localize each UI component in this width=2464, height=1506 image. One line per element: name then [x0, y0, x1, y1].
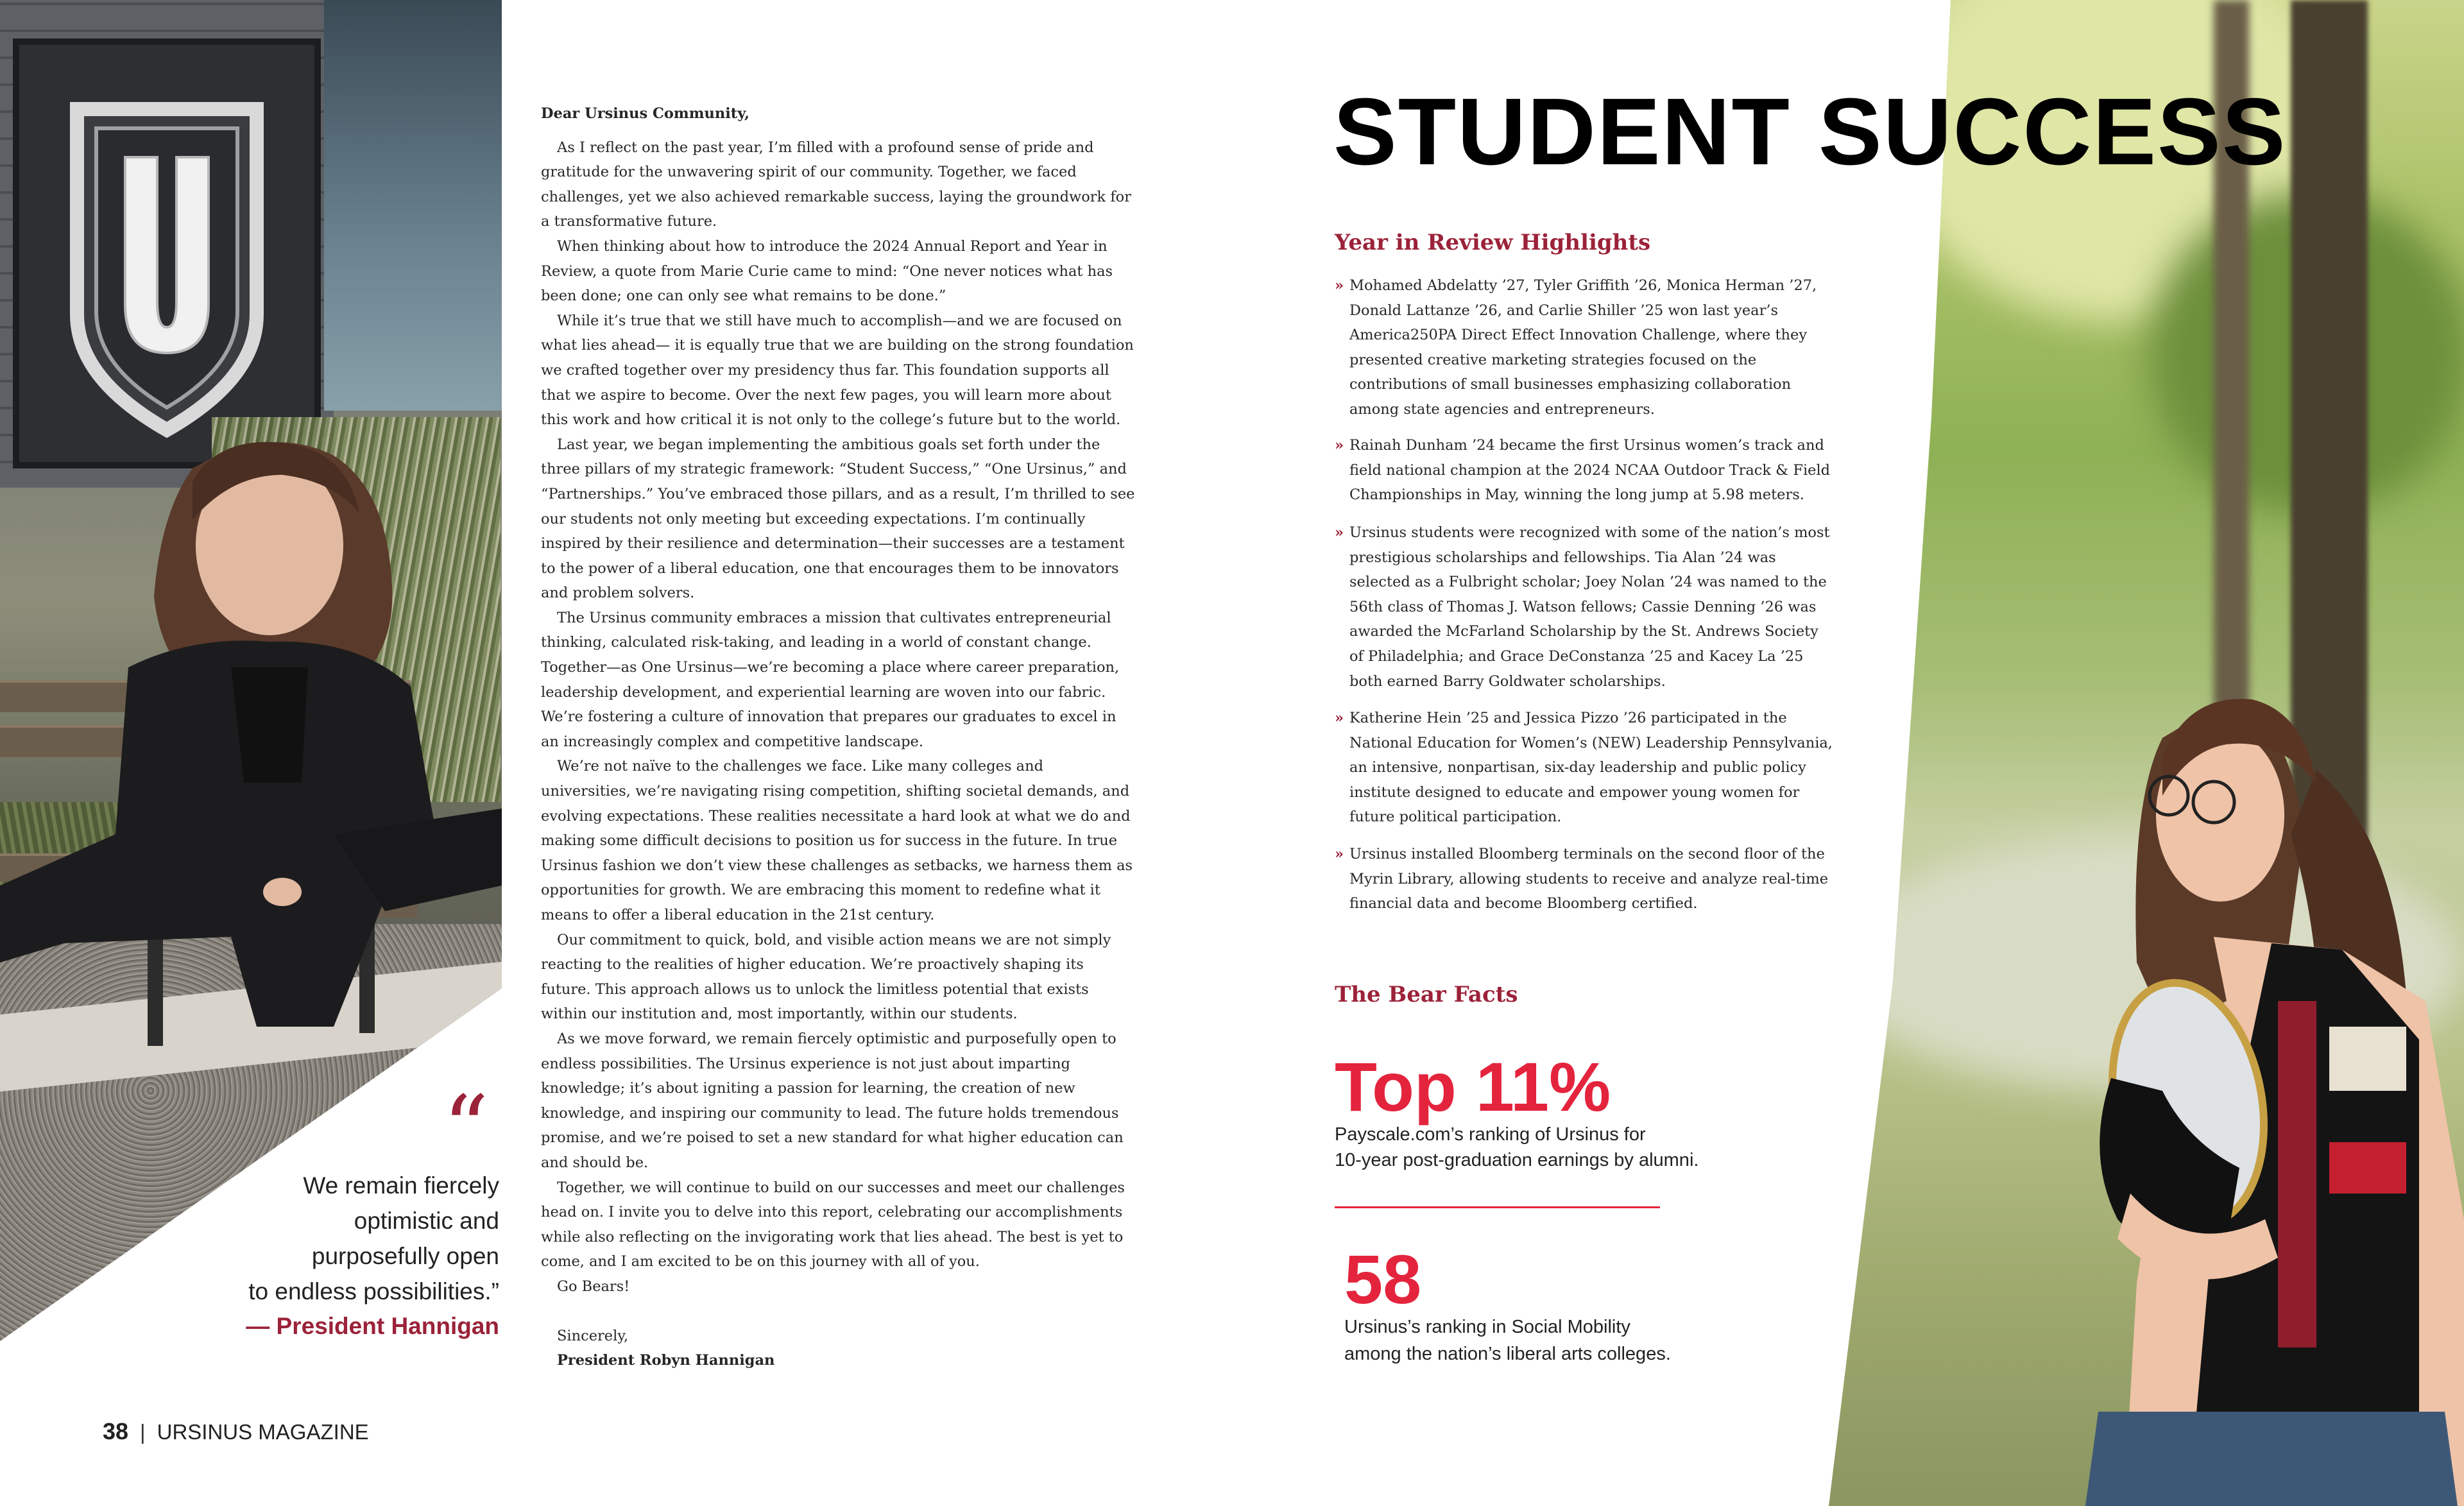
- letter-paragraph: Last year, we began implementing the ambitious goals set forth under the three pillars of my strategic framework: “Student Success,” “One Ursinus,” and “Partnerships.” You’ve embraced those pillars, and as a result, I’m thrilled to see our students not only meeting but exceeding expectations. I’m continually inspired by their resilience and determination—their successes are a testament to the power of a liberal education, one that encourages them to be innovators and problem solvers.: [541, 436, 1135, 602]
- chevron-bullet-icon: »: [1335, 277, 1344, 294]
- highlight-item: [1335, 433, 1835, 508]
- letter-paragraph: Our commitment to quick, bold, and visible action means we are not simply reacting to the realities of higher education. We’re proactively shaping its future. This approach allows us to unlock the limitless potential that exists within our institution and, most importantly, within our students.: [541, 931, 1111, 1023]
- letter-paragraph: Together, we will continue to build on our successes and meet our challenges head on. I invite you to delve into this report, celebrating our accomplishments while also reflecting on the invigorating work that lies ahead. The best is yet to come, and I am excited to be on this journey with all of you.: [541, 1179, 1125, 1271]
- fact-description: Ursinus’s ranking in Social Mobility: [1344, 1317, 1630, 1337]
- chevron-bullet-icon: »: [1335, 846, 1344, 862]
- chevron-bullet-icon: »: [1335, 524, 1344, 541]
- pull-quote-line: We remain fiercely: [303, 1172, 499, 1199]
- chevron-bullet-icon: »: [1335, 437, 1344, 454]
- chevron-bullet-icon: »: [1335, 710, 1344, 726]
- letter-closing: Sincerely,: [557, 1327, 629, 1344]
- highlight-text: Ursinus students were recognized with some of the nation’s most prestigious scholarships and fellowships. Tia Alan ’24 was selected as a Fulbright scholar; Joey Nolan ’24 was named to the 56th class of Thomas J. Watson fellows; Cassie Denning ’26 was awarded the McFarland Scholarship by the St. Andrews Society of Philadelphia; and Grace DeConstanza ’25 and Kacey La ’25 both earned Barry Goldwater scholarships.: [1349, 524, 1830, 690]
- letter-paragraph: As we move forward, we remain fiercely optimistic and purposefully open to endless possibilities. The Ursinus experience is not just about imparting knowledge; it’s about igniting a passion for learning, the creation of new knowledge, and inspiring our community to lead. The future holds tremendous promise, and we’re poised to set a new standard for what higher education can and should be.: [541, 1030, 1124, 1171]
- fact-value: 58: [1344, 1240, 1422, 1318]
- president-letter: [541, 101, 1138, 1373]
- fact-description: Payscale.com’s ranking of Ursinus for: [1335, 1124, 1646, 1145]
- page-number: 38: [103, 1418, 129, 1444]
- letter-paragraph: Go Bears!: [557, 1278, 630, 1295]
- highlight-text: Ursinus installed Bloomberg terminals on the second floor of the Myrin Library, allowing students to receive and analyze real-time financial data and become Bloomberg certified.: [1349, 846, 1829, 912]
- highlight-item: [1335, 520, 1835, 694]
- publication-name: URSINUS MAGAZINE: [157, 1420, 369, 1444]
- letter-paragraph: As I reflect on the past year, I’m filled with a profound sense of pride and gratitude for the unwavering spirit of our community. Together, we faced challenges, yet we also achieved remarkable success, laying the groundwork for a transformative future.: [541, 139, 1131, 230]
- president-figure: [0, 385, 502, 1091]
- fact-description: 10-year post-graduation earnings by alumni.: [1335, 1150, 1699, 1170]
- pull-quote-line: to endless possibilities.”: [248, 1278, 499, 1305]
- quote-mark: “: [443, 1077, 489, 1181]
- fact-description: among the nation’s liberal arts colleges.: [1344, 1344, 1671, 1364]
- letter-signature: President Robyn Hannigan: [557, 1352, 775, 1369]
- student-photo: [1829, 0, 2464, 1506]
- student-figure: [1829, 0, 2464, 1506]
- highlight-item: [1335, 273, 1835, 422]
- letter-paragraph: While it’s true that we still have much to accomplish—and we are focused on what lies ahead— it is equally true that we are building on the strong foundation we crafted together over my presidency thus far. This foundation supports all that we aspire to become. Over the next few pages, you will learn more about this work and how critical it is not only to the college’s future but to the world.: [541, 312, 1134, 429]
- pull-quote-line: optimistic and: [354, 1208, 499, 1234]
- building-window: [324, 0, 502, 411]
- highlight-text: Katherine Hein ’25 and Jessica Pizzo ’26 participated in the National Education for Women’s (NEW) Leadership Pennsylvania, an intensive, nonpartisan, six-day leadership and public policy institute designed to educate and empower young women for future political participation.: [1349, 710, 1833, 826]
- letter-paragraph: The Ursinus community embraces a mission that cultivates entrepreneurial thinking, calculated risk-taking, and leading in a world of constant change. Together—as One Ursinus—we’re becoming a place where career preparation, leadership development, and experiential learning are woven into our fabric. We’re fostering a culture of innovation that prepares our graduates to excel in an increasingly complex and competitive landscape.: [541, 609, 1120, 750]
- page-footer: [103, 1418, 369, 1445]
- footer-separator: |: [140, 1420, 146, 1444]
- highlight-item: [1335, 842, 1835, 916]
- highlights-heading: Year in Review Highlights: [1335, 230, 1651, 255]
- page-title: STUDENT SUCCESS: [1333, 79, 2287, 185]
- highlight-item: [1335, 706, 1835, 830]
- facts-heading: The Bear Facts: [1335, 982, 1518, 1007]
- president-photo: [0, 0, 502, 1341]
- letter-greeting: Dear Ursinus Community,: [541, 105, 749, 122]
- fact-divider: [1335, 1206, 1660, 1208]
- highlight-text: Rainah Dunham ’24 became the first Ursinus women’s track and field national champion at the 2024 NCAA Outdoor Track & Field Championships in May, winning the long jump at 5.98 meters.: [1349, 437, 1831, 504]
- highlight-text: Mohamed Abdelatty ’27, Tyler Griffith ’26, Monica Herman ’27, Donald Lattanze ’26, and Carlie Shiller ’25 won last year’s America250PA Direct Effect Innovation Challenge, where they presented creative marketing strategies focused on the contributions of small businesses emphasizing collaboration among state agencies and entrepreneurs.: [1349, 277, 1817, 418]
- letter-paragraph: We’re not naïve to the challenges we face. Like many colleges and universities, we’re navigating rising competition, shifting societal demands, and evolving expectations. These realities necessitate a hard look at what we do and making some difficult decisions to position us for success in the future. In true Ursinus fashion we don’t view these challenges as setbacks, we harness them as opportunities for growth. We are embracing this moment to redefine what it means to offer a liberal education in the 21st century.: [541, 758, 1133, 923]
- fact-value: Top 11%: [1335, 1048, 1611, 1125]
- quote-attribution: — President Hannigan: [246, 1313, 499, 1339]
- pull-quote-line: purposefully open: [311, 1243, 499, 1269]
- letter-paragraph: When thinking about how to introduce the 2024 Annual Report and Year in Review, a quote from Marie Curie came to mind: “One never notices what has been done; one can only see what remains to be done.”: [541, 237, 1113, 305]
